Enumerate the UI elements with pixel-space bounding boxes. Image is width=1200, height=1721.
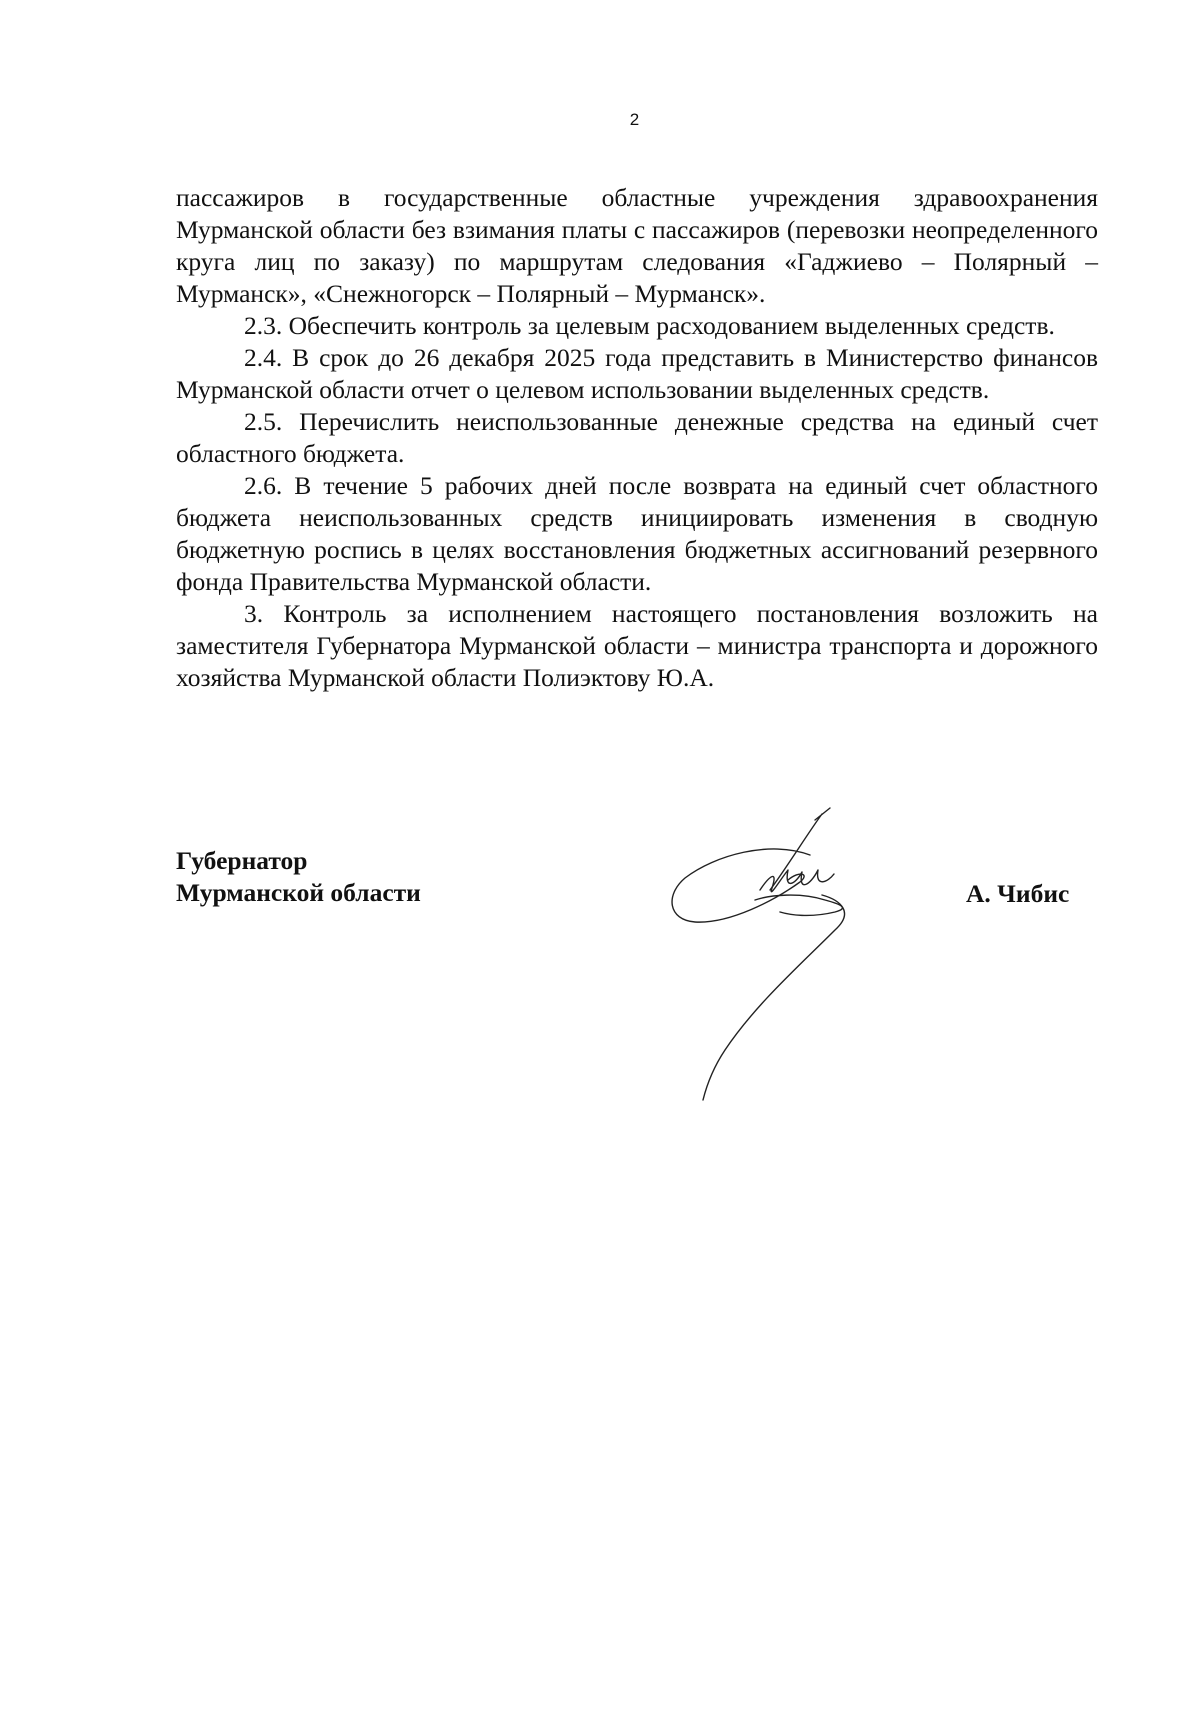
signature-loop-stroke	[672, 849, 810, 922]
paragraph-2-6: 2.6. В течение 5 рабочих дней после возврата на единый счет областного бюджета неиспользованных средств инициировать изменения в сводную бюджетную роспись в целях восстановления бюджетных ассигнований резервного фонда Правительства Мурманской области.	[176, 471, 1098, 596]
paragraph-3: 3. Контроль за исполнением настоящего постановления возложить на заместителя Губернатора Мурманской области – министра транспорта и дорожного хозяйства Мурманской области Полиэктову Ю.А.	[176, 599, 1098, 692]
paragraph-continuation: пассажиров в государственные областные учреждения здравоохранения Мурманской области без взимания платы с пассажиров (перевозки неопределенного круга лиц по заказу) по маршрутам следования «Гаджиево – Полярный – Мурманск», «Снежногорск – Полярный – Мурманск».	[176, 183, 1098, 308]
paragraph-2-4: 2.4. В срок до 26 декабря 2025 года представить в Министерство финансов Мурманской области отчет о целевом использовании выделенных средств.	[176, 343, 1098, 404]
paragraph-2-5: 2.5. Перечислить неиспользованные денежные средства на единый счет областного бюджета.	[176, 407, 1098, 468]
handwritten-signature	[660, 800, 920, 1120]
signature-tail-stroke	[703, 895, 845, 1100]
paragraph-2-3: 2.3. Обеспечить контроль за целевым расходованием выделенных средств.	[244, 311, 1055, 340]
page-number: 2	[629, 110, 640, 129]
signatory-title-line2: Мурманской области	[176, 878, 421, 907]
signatory-title	[176, 845, 421, 909]
signatory-name: А. Чибис	[966, 879, 1070, 908]
document-body	[176, 182, 1098, 694]
signatory-title-line1: Губернатор	[176, 846, 308, 875]
